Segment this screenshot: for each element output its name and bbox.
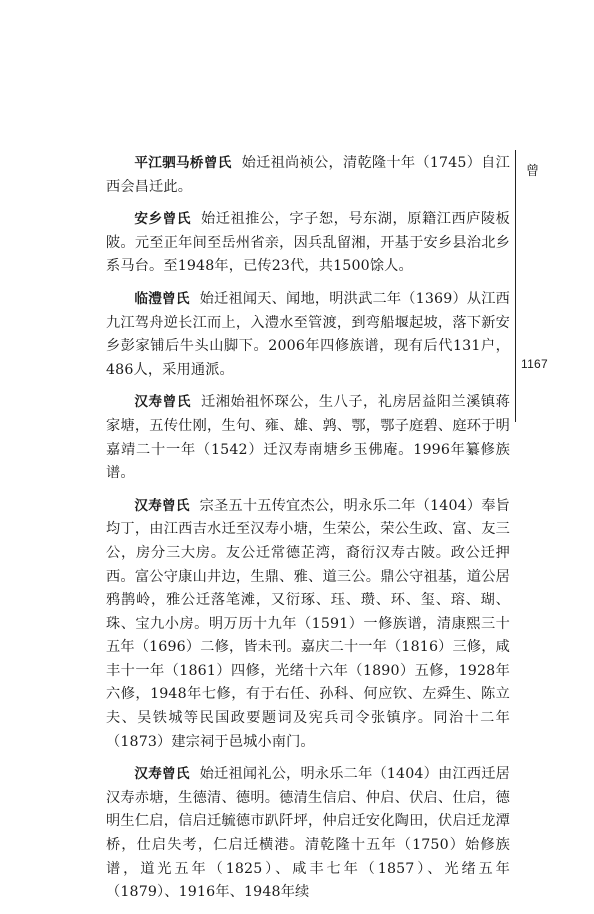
clan-entry [106, 208, 510, 279]
clan-entry [106, 763, 510, 905]
clan-name: 临澧曾氏 [134, 290, 190, 307]
clan-name: 平江驷马桥曾氏 [134, 155, 232, 171]
clan-name: 汉寿曾氏 [134, 766, 190, 783]
clan-description: 宗圣五十五传宜杰公，明永乐二年（1404）奉旨均丁，由江西吉水迁至汉寿小塘，生荣公，荣公生政、富、友三公，房分三大房。友公迁常德芷湾，裔衍汉寿古陂。政公迁押西。富公守康山井边，生鼎、雅、道三公。鼎公守祖基，道公居鸦鹊岭，雅公迁落笔滩，又衍琢、珏、瓒、环、玺、瑢、瑚、珠、宝九小房。明万历十九年（1591）一修族谱，清康熙三十五年（1696）二修，皆未刊。嘉庆二十一年（1816）三修，咸丰十一年（1861）四修，光绪十六年（1890）五修，1928年六修，1948年七修，有于右任、孙科、何应钦、左舜生、陈立夫、吴铁城等民国政要题词及宪兵司令张镇序。同治十二年（1873）建宗祠于邑城小南门。 [106, 497, 510, 750]
page-number: 1167 [521, 357, 549, 371]
clan-description: 始迁祖闻礼公，明永乐二年（1404）由江西迁居汉寿赤塘，生德清、德明。德清生信启、仲启、伏启、仕启，德明生仁启，信启迁毓德市趴阡坪，仲启迁安化陶田，伏启迁龙潭桥，仕启失考，仁启迁横港。清乾隆十五年（1750）始修族谱，道光五年（1825）、咸丰七年（1857）、光绪五年（1879）、1916年、1948年续 [106, 766, 510, 901]
margin-divider-line [515, 150, 516, 422]
clan-entry [106, 152, 510, 199]
clan-description: 始迁祖推公，字子恕，号东湖，原籍江西庐陵板陂。元至正年间至岳州省亲，因兵乱留湘，开基于安乡县治北乡系马台。至1948年，已传23代，共1500馀人。 [106, 211, 511, 275]
clan-name: 汉寿曾氏 [134, 394, 191, 411]
clan-description: 始迁祖尚祯公，清乾隆十年（1745）自江西会昌迁此。 [106, 155, 510, 195]
genealogy-text-body [106, 152, 510, 914]
clan-name: 汉寿曾氏 [134, 497, 190, 514]
clan-description: 始迁祖闻天、闻地，明洪武二年（1369）从江西九江驾舟逆长江而上，入澧水至管渡，到弯船堰起坡，落下新安乡彭家铺后牛头山脚下。2006年四修族谱，现有后代131户，486人，采用通派。 [106, 290, 510, 378]
clan-description: 迁湘始祖怀琛公，生八子，礼房居益阳兰溪镇蒋家塘，五传仕刚，生句、雍、雄、鹑、鄂，鄂子庭碧、庭环于明嘉靖二十一年（1542）迁汉寿南塘乡玉佛庵。1996年纂修族谱。 [106, 394, 511, 482]
clan-entry [106, 288, 510, 382]
clan-name: 安乡曾氏 [134, 211, 191, 228]
section-marker: 曾 [526, 164, 540, 179]
clan-entry [106, 391, 510, 485]
clan-entry [106, 495, 510, 755]
